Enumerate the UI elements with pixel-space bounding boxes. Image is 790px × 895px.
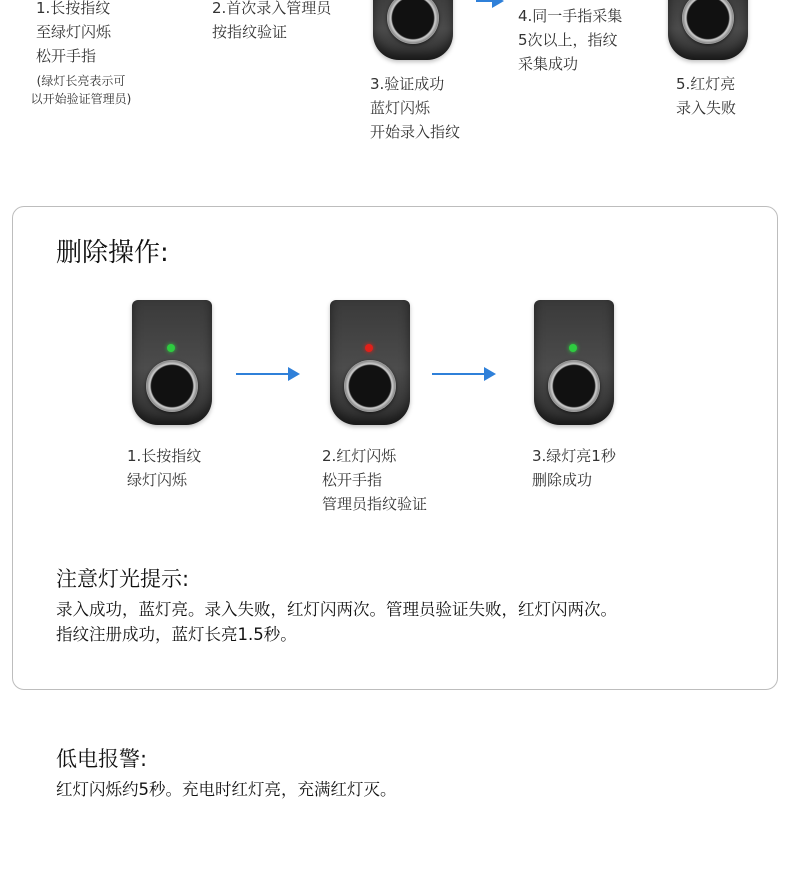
- device-image-delete-2: [330, 300, 410, 425]
- arrow-right-icon: [432, 373, 494, 375]
- low-battery-text: 红灯闪烁约5秒。充电时红灯亮，充满红灯灭。: [56, 780, 397, 799]
- delete-section-title: 删除操作:: [56, 238, 169, 268]
- delete-step-3: 3.绿灯亮1秒 删除成功: [532, 447, 616, 489]
- enroll-step-3: 3.验证成功 蓝灯闪烁 开始录入指纹: [370, 75, 461, 141]
- light-tips-title: 注意灯光提示:: [56, 567, 190, 591]
- light-tips-line-2: 指纹注册成功，蓝灯长亮1.5秒。: [56, 625, 297, 644]
- delete-step-1: 1.长按指纹 绿灯闪烁: [127, 447, 202, 489]
- device-image-enroll-3: [373, 0, 453, 60]
- enroll-step-5: 5.红灯亮 录入失败: [676, 75, 737, 117]
- red-led-icon: [365, 344, 373, 352]
- arrow-right-icon: [236, 373, 298, 375]
- green-led-icon: [569, 344, 577, 352]
- delete-step-2: 2.红灯闪烁 松开手指 管理员指纹验证: [322, 447, 428, 513]
- fingerprint-sensor-icon: [387, 0, 439, 44]
- arrow-right-icon: [476, 0, 502, 2]
- green-led-icon: [167, 344, 175, 352]
- fingerprint-sensor-icon: [682, 0, 734, 44]
- device-image-enroll-5: [668, 0, 748, 60]
- enroll-step-1: 1.长按指纹 至绿灯闪烁 松开手指: [36, 0, 112, 65]
- enroll-step-4: 4.同一手指采集 5次以上，指纹 采集成功: [518, 7, 623, 73]
- light-tips-line-1: 录入成功，蓝灯亮。录入失败，红灯闪两次。管理员验证失败，红灯闪两次。: [56, 600, 617, 619]
- fingerprint-sensor-icon: [344, 360, 396, 412]
- device-image-delete-1: [132, 300, 212, 425]
- low-battery-title: 低电报警:: [56, 747, 148, 771]
- fingerprint-sensor-icon: [146, 360, 198, 412]
- enroll-step-1-note: (绿灯长亮表示可 以开始验证管理员): [30, 74, 132, 106]
- enroll-step-2: 2.首次录入管理员 按指纹验证: [212, 0, 332, 41]
- device-image-delete-3: [534, 300, 614, 425]
- fingerprint-sensor-icon: [548, 360, 600, 412]
